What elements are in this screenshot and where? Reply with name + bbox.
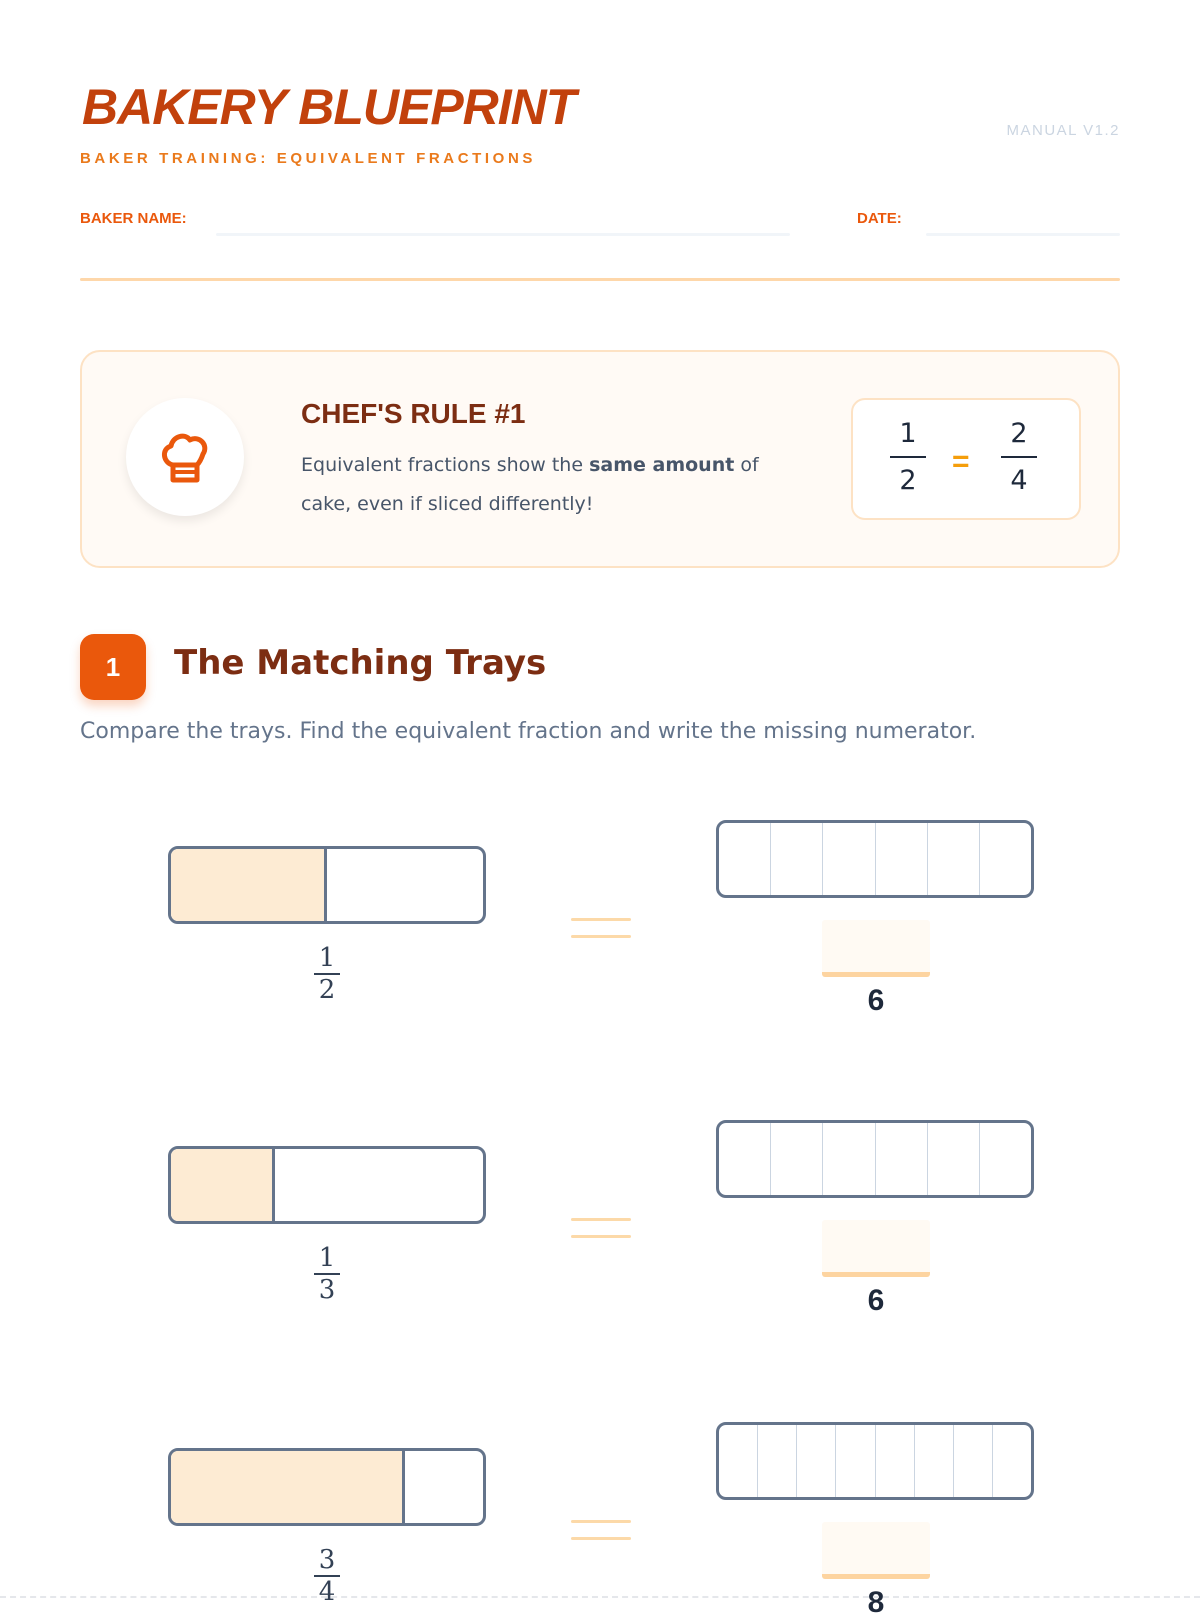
numerator-answer-box[interactable] — [822, 920, 930, 977]
tray-filled-portion — [171, 849, 327, 921]
source-numerator: 1 — [318, 1243, 336, 1273]
example-fraction-right — [999, 416, 1039, 499]
equals-line — [571, 935, 631, 938]
source-tray — [168, 846, 486, 924]
baker-name-field[interactable] — [216, 233, 790, 236]
target-tray[interactable] — [716, 1120, 1034, 1198]
section-instructions: Compare the trays. Find the equivalent fraction and write the missing numerator. — [80, 719, 977, 744]
baker-name-label: BAKER NAME: — [80, 210, 187, 227]
target-denominator: 8 — [867, 1586, 885, 1619]
fraction-bar — [890, 456, 926, 458]
tray-slice[interactable] — [797, 1425, 836, 1497]
tray-slice[interactable] — [954, 1425, 993, 1497]
target-tray[interactable] — [716, 820, 1034, 898]
tray-slice[interactable] — [928, 1123, 980, 1195]
source-tray — [168, 1146, 486, 1224]
tray-slice[interactable] — [876, 823, 928, 895]
tray-slice[interactable] — [758, 1425, 797, 1497]
page-break-line — [0, 1596, 1200, 1598]
numerator-answer-box[interactable] — [822, 1522, 930, 1579]
equals-sign — [571, 1218, 631, 1252]
equals-line — [571, 1537, 631, 1540]
tray-slice[interactable] — [719, 823, 771, 895]
fraction-bar — [1001, 456, 1037, 458]
tray-slice[interactable] — [836, 1425, 875, 1497]
equals-line — [571, 1218, 631, 1221]
numerator-answer-box[interactable] — [822, 1220, 930, 1277]
source-tray — [168, 1448, 486, 1526]
tray-filled-portion — [171, 1451, 405, 1523]
target-denominator: 6 — [867, 1284, 885, 1317]
example-right-denominator: 4 — [1010, 465, 1028, 496]
tray-slice[interactable] — [771, 823, 823, 895]
tray-slice[interactable] — [719, 1425, 758, 1497]
chef-hat-badge — [126, 398, 244, 516]
tray-filled-portion — [171, 1149, 275, 1221]
equals-line — [571, 918, 631, 921]
equals-sign — [571, 1520, 631, 1554]
chef-hat-icon — [155, 427, 215, 487]
manual-version: MANUAL V1.2 — [1006, 122, 1120, 139]
tray-empty-portion — [275, 1149, 483, 1221]
source-fraction — [297, 1244, 357, 1304]
tray-slice[interactable] — [915, 1425, 954, 1497]
worksheet-subtitle: BAKER TRAINING: EQUIVALENT FRACTIONS — [80, 150, 536, 167]
tray-empty-portion — [405, 1451, 483, 1523]
source-denominator: 2 — [318, 975, 336, 1005]
target-denominator: 6 — [867, 984, 885, 1017]
date-label: DATE: — [857, 210, 902, 227]
tray-slice[interactable] — [980, 823, 1031, 895]
tray-slice[interactable] — [993, 1425, 1031, 1497]
example-right-numerator: 2 — [1010, 418, 1028, 449]
rule-text — [301, 446, 811, 524]
source-numerator: 3 — [318, 1545, 336, 1575]
rule-title: CHEF'S RULE #1 — [301, 398, 526, 429]
tray-slice[interactable] — [823, 1123, 875, 1195]
date-field[interactable] — [926, 233, 1120, 236]
equals-line — [571, 1235, 631, 1238]
rule-text-end: of cake, even if sliced differently! — [301, 454, 759, 515]
tray-slice[interactable] — [823, 823, 875, 895]
tray-empty-portion — [327, 849, 483, 921]
source-denominator: 3 — [318, 1275, 336, 1305]
source-fraction — [297, 944, 357, 1004]
example-left-denominator: 2 — [899, 465, 917, 496]
tray-slice[interactable] — [876, 1123, 928, 1195]
section-number-badge: 1 — [80, 634, 146, 700]
tray-slice[interactable] — [771, 1123, 823, 1195]
tray-slice[interactable] — [876, 1425, 915, 1497]
target-tray[interactable] — [716, 1422, 1034, 1500]
rule-text-bold: same amount — [589, 454, 735, 476]
source-numerator: 1 — [318, 943, 336, 973]
equals-line — [571, 1520, 631, 1523]
rule-text-start: Equivalent fractions show the — [301, 454, 590, 476]
tray-slice[interactable] — [928, 823, 980, 895]
header-divider — [80, 278, 1120, 281]
tray-slice[interactable] — [719, 1123, 771, 1195]
section-title: The Matching Trays — [174, 643, 547, 683]
equals-sign — [571, 918, 631, 952]
source-denominator: 4 — [318, 1577, 336, 1607]
example-equals-sign: = — [952, 445, 970, 478]
example-left-numerator: 1 — [899, 418, 917, 449]
worksheet-title: BAKERY BLUEPRINT — [82, 79, 576, 135]
example-fraction-left — [888, 416, 928, 499]
tray-slice[interactable] — [980, 1123, 1031, 1195]
